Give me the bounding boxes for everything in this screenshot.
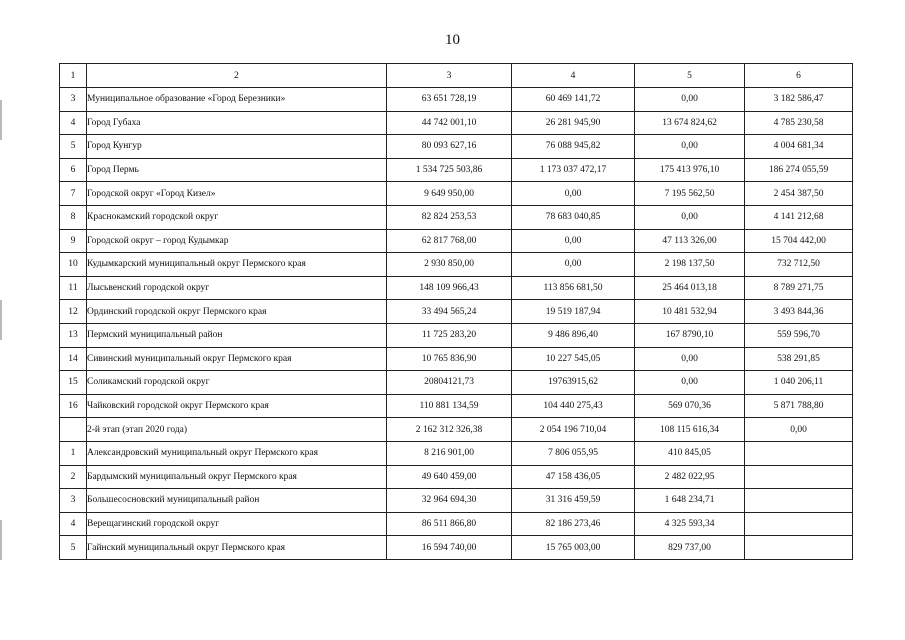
row-number: 4 bbox=[60, 111, 87, 135]
value-col-6 bbox=[745, 489, 853, 513]
table-row bbox=[60, 489, 853, 513]
row-number: 3 bbox=[60, 88, 87, 112]
value-col-4: 82 186 273,46 bbox=[512, 512, 635, 536]
scan-edge-mark bbox=[0, 520, 2, 560]
column-header: 3 bbox=[387, 64, 512, 88]
municipality-name: Ординский городской округ Пермского края bbox=[87, 300, 387, 324]
table-row bbox=[60, 135, 853, 159]
value-col-6: 0,00 bbox=[745, 418, 853, 442]
row-number: 15 bbox=[60, 371, 87, 395]
value-col-6: 5 871 788,80 bbox=[745, 394, 853, 418]
table-row bbox=[60, 347, 853, 371]
value-col-6: 3 182 586,47 bbox=[745, 88, 853, 112]
municipality-name: Александровский муниципальный округ Пермского края bbox=[87, 441, 387, 465]
value-col-5: 0,00 bbox=[635, 205, 745, 229]
value-col-4: 0,00 bbox=[512, 253, 635, 277]
table-row bbox=[60, 394, 853, 418]
value-col-5: 829 737,00 bbox=[635, 536, 745, 560]
row-number: 10 bbox=[60, 253, 87, 277]
scan-edge-mark bbox=[0, 100, 2, 140]
value-col-6: 1 040 206,11 bbox=[745, 371, 853, 395]
municipality-name: Сивинский муниципальный округ Пермского края bbox=[87, 347, 387, 371]
table-row bbox=[60, 323, 853, 347]
value-col-5: 0,00 bbox=[635, 347, 745, 371]
municipality-name: Верещагинский городской округ bbox=[87, 512, 387, 536]
value-col-5: 569 070,36 bbox=[635, 394, 745, 418]
value-col-3: 10 765 836,90 bbox=[387, 347, 512, 371]
row-number: 14 bbox=[60, 347, 87, 371]
value-col-6: 3 493 844,36 bbox=[745, 300, 853, 324]
value-col-5: 4 325 593,34 bbox=[635, 512, 745, 536]
row-number: 12 bbox=[60, 300, 87, 324]
value-col-5: 2 198 137,50 bbox=[635, 253, 745, 277]
value-col-4: 31 316 459,59 bbox=[512, 489, 635, 513]
value-col-6: 559 596,70 bbox=[745, 323, 853, 347]
value-col-3: 63 651 728,19 bbox=[387, 88, 512, 112]
table-row bbox=[60, 253, 853, 277]
value-col-6: 4 004 681,34 bbox=[745, 135, 853, 159]
value-col-3: 2 162 312 326,38 bbox=[387, 418, 512, 442]
row-number: 3 bbox=[60, 489, 87, 513]
value-col-5: 2 482 022,95 bbox=[635, 465, 745, 489]
value-col-5: 0,00 bbox=[635, 88, 745, 112]
row-number: 11 bbox=[60, 276, 87, 300]
data-table bbox=[59, 63, 853, 560]
value-col-6: 186 274 055,59 bbox=[745, 158, 853, 182]
row-number: 5 bbox=[60, 536, 87, 560]
value-col-5: 0,00 bbox=[635, 371, 745, 395]
value-col-6 bbox=[745, 512, 853, 536]
value-col-4: 104 440 275,43 bbox=[512, 394, 635, 418]
value-col-4: 0,00 bbox=[512, 229, 635, 253]
value-col-5: 25 464 013,18 bbox=[635, 276, 745, 300]
value-col-3: 82 824 253,53 bbox=[387, 205, 512, 229]
value-col-5: 175 413 976,10 bbox=[635, 158, 745, 182]
value-col-4: 7 806 055,95 bbox=[512, 441, 635, 465]
value-col-5: 410 845,05 bbox=[635, 441, 745, 465]
table-row bbox=[60, 441, 853, 465]
value-col-3: 8 216 901,00 bbox=[387, 441, 512, 465]
value-col-6: 15 704 442,00 bbox=[745, 229, 853, 253]
value-col-6: 732 712,50 bbox=[745, 253, 853, 277]
row-number: 16 bbox=[60, 394, 87, 418]
municipality-name: Большесосновский муниципальный район bbox=[87, 489, 387, 513]
value-col-3: 11 725 283,20 bbox=[387, 323, 512, 347]
value-col-3: 86 511 866,80 bbox=[387, 512, 512, 536]
value-col-3: 110 881 134,59 bbox=[387, 394, 512, 418]
municipality-name: Город Губаха bbox=[87, 111, 387, 135]
value-col-3: 16 594 740,00 bbox=[387, 536, 512, 560]
municipality-name: Муниципальное образование «Город Березники» bbox=[87, 88, 387, 112]
municipality-name: Пермский муниципальный район bbox=[87, 323, 387, 347]
municipality-name: Гайнский муниципальный округ Пермского края bbox=[87, 536, 387, 560]
row-number: 5 bbox=[60, 135, 87, 159]
row-number: 4 bbox=[60, 512, 87, 536]
municipality-name: Чайковский городской округ Пермского края bbox=[87, 394, 387, 418]
value-col-4: 76 088 945,82 bbox=[512, 135, 635, 159]
value-col-4: 15 765 003,00 bbox=[512, 536, 635, 560]
value-col-5: 47 113 326,00 bbox=[635, 229, 745, 253]
municipality-name: Краснокамский городской округ bbox=[87, 205, 387, 229]
table-row bbox=[60, 205, 853, 229]
value-col-6: 8 789 271,75 bbox=[745, 276, 853, 300]
value-col-5: 7 195 562,50 bbox=[635, 182, 745, 206]
value-col-4: 113 856 681,50 bbox=[512, 276, 635, 300]
municipality-name: Городской округ – город Кудымкар bbox=[87, 229, 387, 253]
column-header: 4 bbox=[512, 64, 635, 88]
value-col-3: 9 649 950,00 bbox=[387, 182, 512, 206]
table-row bbox=[60, 418, 853, 442]
value-col-6: 2 454 387,50 bbox=[745, 182, 853, 206]
value-col-5: 13 674 824,62 bbox=[635, 111, 745, 135]
value-col-5: 167 8790,10 bbox=[635, 323, 745, 347]
value-col-3: 33 494 565,24 bbox=[387, 300, 512, 324]
table-row bbox=[60, 276, 853, 300]
value-col-3: 1 534 725 503,86 bbox=[387, 158, 512, 182]
value-col-4: 1 173 037 472,17 bbox=[512, 158, 635, 182]
value-col-5: 1 648 234,71 bbox=[635, 489, 745, 513]
municipality-name: Городской округ «Город Кизел» bbox=[87, 182, 387, 206]
row-number: 1 bbox=[60, 441, 87, 465]
municipality-name: Бардымский муниципальный округ Пермского края bbox=[87, 465, 387, 489]
value-col-4: 47 158 436,05 bbox=[512, 465, 635, 489]
row-number bbox=[60, 418, 87, 442]
table-row bbox=[60, 111, 853, 135]
value-col-4: 9 486 896,40 bbox=[512, 323, 635, 347]
value-col-5: 0,00 bbox=[635, 135, 745, 159]
value-col-6: 538 291,85 bbox=[745, 347, 853, 371]
value-col-5: 10 481 532,94 bbox=[635, 300, 745, 324]
table-row bbox=[60, 371, 853, 395]
value-col-4: 19 519 187,94 bbox=[512, 300, 635, 324]
table-header-row bbox=[60, 64, 853, 88]
value-col-3: 148 109 966,43 bbox=[387, 276, 512, 300]
value-col-3: 49 640 459,00 bbox=[387, 465, 512, 489]
table-row bbox=[60, 88, 853, 112]
scan-edge-mark bbox=[0, 300, 2, 340]
column-header: 5 bbox=[635, 64, 745, 88]
value-col-6: 4 785 230,58 bbox=[745, 111, 853, 135]
value-col-4: 60 469 141,72 bbox=[512, 88, 635, 112]
column-header: 1 bbox=[60, 64, 87, 88]
value-col-4: 2 054 196 710,04 bbox=[512, 418, 635, 442]
value-col-6 bbox=[745, 465, 853, 489]
value-col-3: 44 742 001,10 bbox=[387, 111, 512, 135]
value-col-4: 0,00 bbox=[512, 182, 635, 206]
value-col-6 bbox=[745, 536, 853, 560]
value-col-6 bbox=[745, 441, 853, 465]
value-col-5: 108 115 616,34 bbox=[635, 418, 745, 442]
table-row bbox=[60, 465, 853, 489]
value-col-3: 2 930 850,00 bbox=[387, 253, 512, 277]
row-number: 2 bbox=[60, 465, 87, 489]
value-col-3: 62 817 768,00 bbox=[387, 229, 512, 253]
table-row bbox=[60, 182, 853, 206]
column-header: 2 bbox=[87, 64, 387, 88]
value-col-4: 10 227 545,05 bbox=[512, 347, 635, 371]
row-number: 7 bbox=[60, 182, 87, 206]
value-col-3: 20804121,73 bbox=[387, 371, 512, 395]
row-number: 6 bbox=[60, 158, 87, 182]
row-number: 9 bbox=[60, 229, 87, 253]
column-header: 6 bbox=[745, 64, 853, 88]
value-col-4: 78 683 040,85 bbox=[512, 205, 635, 229]
municipality-name: Город Пермь bbox=[87, 158, 387, 182]
page-number: 10 bbox=[445, 32, 460, 48]
row-number: 8 bbox=[60, 205, 87, 229]
table-row bbox=[60, 512, 853, 536]
table-row bbox=[60, 158, 853, 182]
municipality-name: Лысьвенский городской округ bbox=[87, 276, 387, 300]
municipality-name: Соликамский городской округ bbox=[87, 371, 387, 395]
value-col-3: 32 964 694,30 bbox=[387, 489, 512, 513]
row-number: 13 bbox=[60, 323, 87, 347]
table-row bbox=[60, 536, 853, 560]
municipality-name: Город Кунгур bbox=[87, 135, 387, 159]
value-col-6: 4 141 212,68 bbox=[745, 205, 853, 229]
table-row bbox=[60, 300, 853, 324]
value-col-3: 80 093 627,16 bbox=[387, 135, 512, 159]
value-col-4: 19763915,62 bbox=[512, 371, 635, 395]
municipality-name: Кудымкарский муниципальный округ Пермского края bbox=[87, 253, 387, 277]
value-col-4: 26 281 945,90 bbox=[512, 111, 635, 135]
municipality-name: 2-й этап (этап 2020 года) bbox=[87, 418, 387, 442]
table-row bbox=[60, 229, 853, 253]
